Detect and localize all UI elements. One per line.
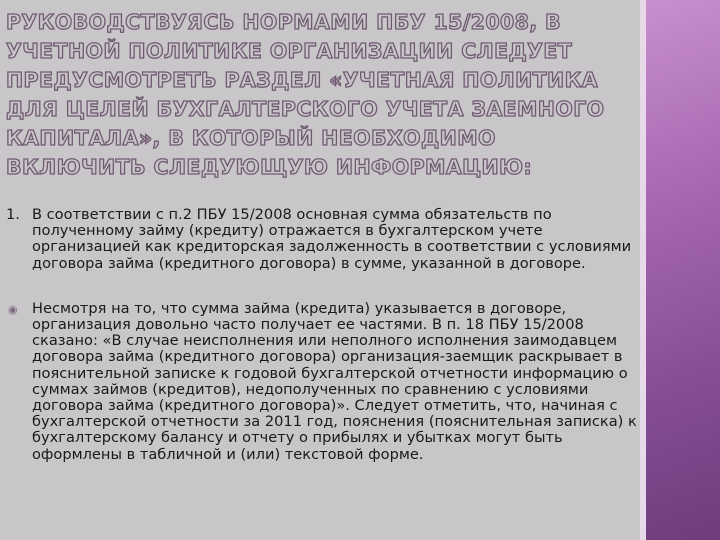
list-item-bulleted [6,301,638,463]
list-marker [6,301,32,463]
list-item-text: Несмотря на то, что сумма займа (кредита) указывается в договоре, организация довольно часто получает ее частями. В п. 18 ПБУ 15/2008 сказано: «В случае неисполнения или неполного исполнения заимодавцем договора займа (кредитного договора) организация-заемщик раскрывает в пояснительной записке к годовой бухгалтерской отчетности информацию о суммах займов (кредитов), недополученных по сравнению с условиями договора займа (кредитного договора)». Следует отметить, что, начиная с бухгалтерской отчетности за 2011 год, пояснения (пояснительная записка) к бухгалтерскому балансу и отчету о прибылях и убытках могут быть оформлены в табличной и (или) текстовой форме. [32,299,637,463]
list-item-numbered [6,207,638,272]
slide-body [6,207,638,463]
decorative-side-stripe [640,0,720,540]
list-item-text: В соответствии с п.2 ПБУ 15/2008 основная сумма обязательств по полученному займу (кредиту) отражается в бухгалтерском учете организацией как кредиторская задолженность в соответствии с условиями договора займа (кредитного договора) в сумме, указанной в договоре. [32,206,632,272]
bullet-icon: ◉ [8,302,18,316]
list-number: 1. [6,206,20,223]
slide-title: РУКОВОДСТВУЯСЬ НОРМАМИ ПБУ 15/2008, В УЧЕТНОЙ ПОЛИТИКЕ ОРГАНИЗАЦИИ СЛЕДУЕТ ПРЕДУСМОТРЕТЬ РАЗДЕЛ «УЧЕТНАЯ ПОЛИТИКА ДЛЯ ЦЕЛЕЙ БУХГАЛТЕРСКОГО УЧЕТА ЗАЕМНОГО КАПИТАЛА», В КОТОРЫЙ НЕОБХОДИМО ВКЛЮЧИТЬ СЛЕДУЮЩУЮ ИНФОРМАЦИЮ: [6,10,605,179]
